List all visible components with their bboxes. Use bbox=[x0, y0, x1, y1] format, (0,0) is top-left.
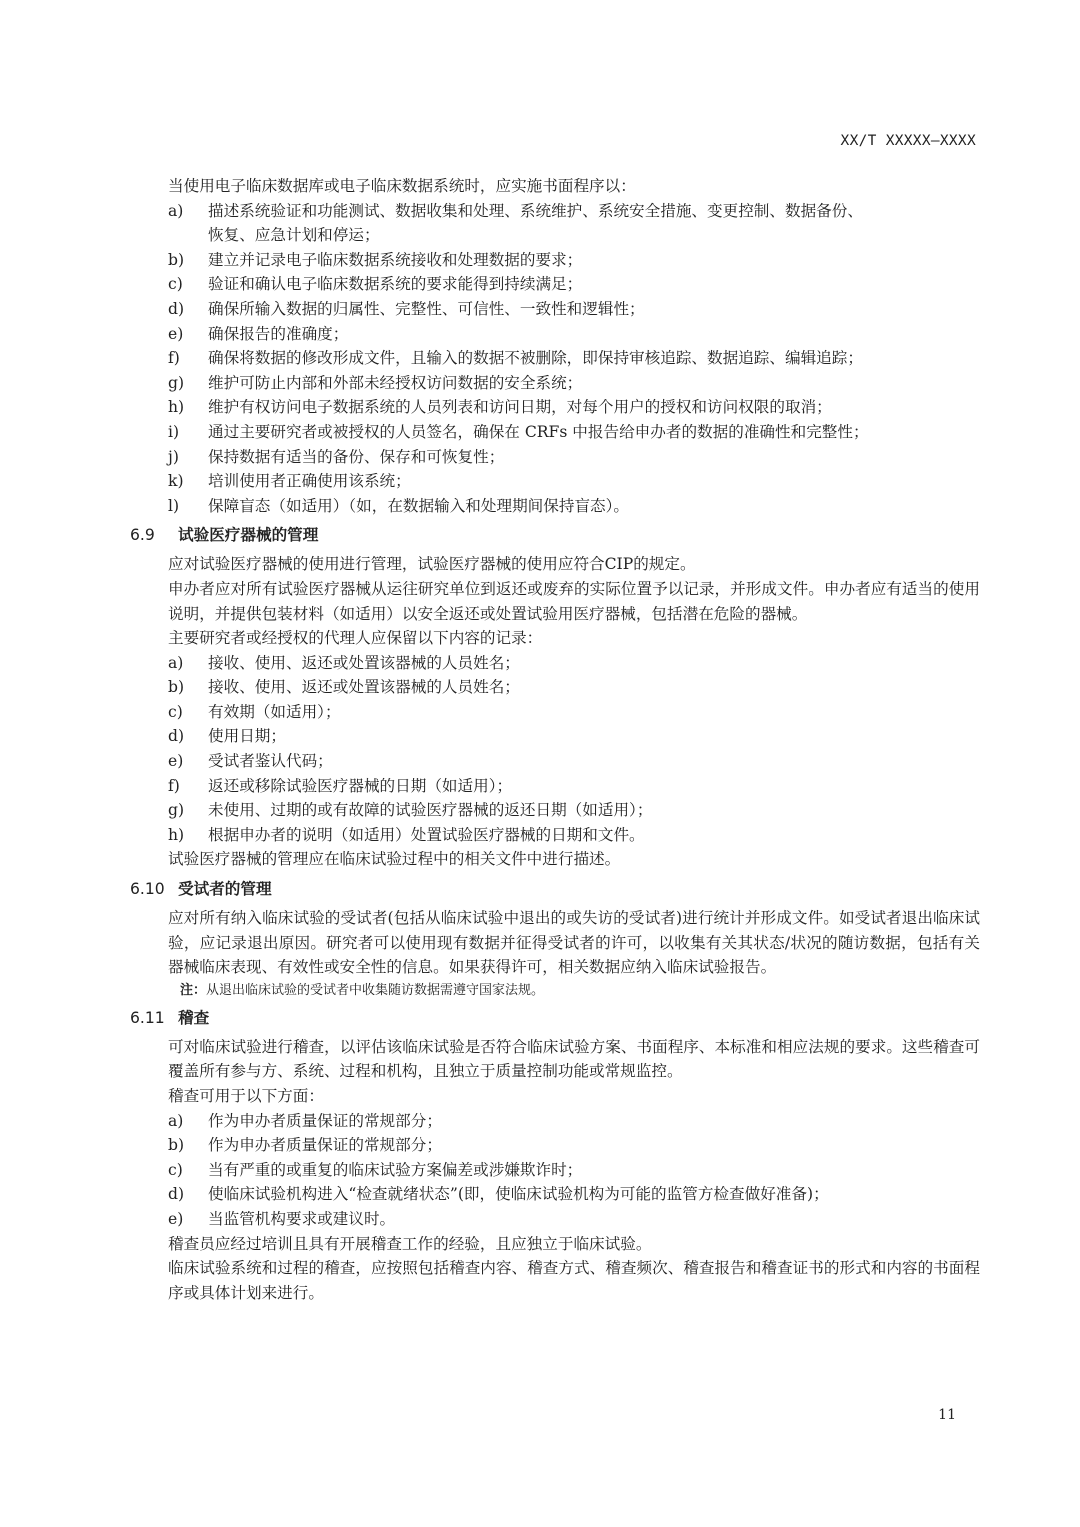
list-marker: h) bbox=[168, 398, 185, 417]
list-item-text: 保持数据有适当的备份、保存和可恢复性； bbox=[208, 447, 505, 466]
list-item bbox=[130, 774, 980, 799]
list-marker: f) bbox=[168, 349, 180, 368]
list-item bbox=[130, 469, 980, 494]
list-item-text: 返还或移除试验医疗器械的日期（如适用）； bbox=[208, 776, 513, 795]
list-item bbox=[130, 1158, 980, 1183]
list-item bbox=[130, 724, 980, 749]
list-item bbox=[130, 199, 980, 224]
list-marker: e) bbox=[168, 752, 184, 771]
list-item bbox=[130, 651, 980, 676]
list-marker: f) bbox=[168, 776, 180, 795]
list-item-text: 受试者鉴认代码； bbox=[208, 752, 333, 771]
paragraph: 主要研究者或经授权的代理人应保留以下内容的记录： bbox=[168, 629, 543, 648]
list-item-text: 保障盲态（如适用）（如，在数据输入和处理期间保持盲态）。 bbox=[208, 496, 630, 515]
list-marker: g) bbox=[168, 373, 185, 392]
paragraph: 应对试验医疗器械的使用进行管理，试验医疗器械的使用应符合CIP的规定。 bbox=[168, 555, 696, 574]
list-item-text: 确保将数据的修改形成文件，且输入的数据不被删除，即保持审核追踪、数据追踪、编辑追踪； bbox=[208, 349, 863, 368]
intro-paragraph: 当使用电子临床数据库或电子临床数据系统时，应实施书面程序以： bbox=[168, 177, 636, 195]
paragraph: 申办者应对所有试验医疗器械从运往研究单位到返还或废弃的实际位置予以记录，并形成文件。申办者应有适当的使用说明，并提供包装材料（如适用）以安全返还或处置试验用医疗器械，包括潜在危险的器械。 bbox=[168, 579, 980, 623]
section-number: 6.10 bbox=[130, 880, 165, 899]
list-item-text: 有效期（如适用）； bbox=[208, 702, 341, 721]
section-heading-6-10 bbox=[130, 872, 980, 906]
section-number: 6.11 bbox=[130, 1008, 165, 1027]
paragraph: 试验医疗器械的管理应在临床试验过程中的相关文件中进行描述。 bbox=[168, 850, 621, 869]
list-marker: g) bbox=[168, 801, 185, 820]
list-item bbox=[130, 494, 980, 519]
page-number: 11 bbox=[938, 1407, 956, 1423]
list-item bbox=[130, 346, 980, 371]
list-item-text: 维护有权访问电子数据系统的人员列表和访问日期，对每个用户的授权和访问权限的取消； bbox=[208, 398, 832, 417]
list-marker: d) bbox=[168, 727, 185, 746]
note-label: 注： bbox=[180, 982, 207, 998]
list-marker: c) bbox=[168, 275, 183, 294]
list-marker: a) bbox=[168, 653, 184, 672]
list-item-text: 确保报告的准确度； bbox=[208, 324, 349, 343]
list-marker: a) bbox=[168, 1111, 184, 1130]
list-marker: j) bbox=[168, 447, 179, 466]
list-item bbox=[130, 1109, 980, 1134]
list-marker: i) bbox=[168, 422, 180, 441]
paragraph: 临床试验系统和过程的稽查，应按照包括稽查内容、稽查方式、稽查频次、稽查报告和稽查证书的形式和内容的书面程序或具体计划来进行。 bbox=[168, 1259, 980, 1302]
list-item-text: 建立并记录电子临床数据系统接收和处理数据的要求； bbox=[208, 250, 583, 269]
list-item bbox=[130, 1207, 980, 1232]
list-marker: c) bbox=[168, 1160, 183, 1179]
section-number: 6.9 bbox=[130, 526, 155, 545]
paragraph: 稽查员应经过培训且具有开展稽查工作的经验，且应独立于临床试验。 bbox=[168, 1234, 652, 1253]
list-item bbox=[130, 371, 980, 396]
section-title: 受试者的管理 bbox=[178, 880, 272, 899]
note bbox=[130, 980, 980, 1001]
list-marker: b) bbox=[168, 678, 185, 697]
list-item-text: 培训使用者正确使用该系统； bbox=[208, 472, 411, 491]
list-item-text: 当监管机构要求或建议时。 bbox=[208, 1209, 396, 1228]
list-marker: b) bbox=[168, 1136, 185, 1155]
list-item-text: 作为申办者质量保证的常规部分； bbox=[208, 1136, 442, 1155]
note-text: 从退出临床试验的受试者中收集随访数据需遵守国家法规。 bbox=[206, 982, 545, 998]
list-item bbox=[130, 322, 980, 347]
list-item-text: 根据申办者的说明（如适用）处置试验医疗器械的日期和文件。 bbox=[208, 825, 645, 844]
paragraph: 应对所有纳入临床试验的受试者(包括从临床试验中退出的或失访的受试者)进行统计并形成文件。如受试者退出临床试验，应记录退出原因。研究者可以使用现有数据并征得受试者的许可，以收集有关其状态/状况的随访数据，包括有关器械临床表现、有效性或安全性的信息。如果获得许可，相关数据应纳入临床试验报告。 bbox=[168, 909, 980, 977]
list-item-text: 当有严重的或重复的临床试验方案偏差或涉嫌欺诈时； bbox=[208, 1160, 583, 1179]
list-item bbox=[130, 297, 980, 322]
list-item bbox=[130, 248, 980, 273]
paragraph: 可对临床试验进行稽查，以评估该临床试验是否符合临床试验方案、书面程序、本标准和相应法规的要求。这些稽查可覆盖所有参与方、系统、过程和机构，且独立于质量控制功能或常规监控。 bbox=[168, 1037, 980, 1081]
list-marker: e) bbox=[168, 1209, 184, 1228]
document-body bbox=[130, 174, 980, 1305]
list-marker: c) bbox=[168, 702, 183, 721]
list-item bbox=[130, 445, 980, 470]
list-item bbox=[130, 1182, 980, 1207]
list-item bbox=[130, 272, 980, 297]
list-marker: k) bbox=[168, 472, 184, 491]
list-item-text: 未使用、过期的或有故障的试验医疗器械的返还日期（如适用）； bbox=[208, 801, 653, 820]
list-item bbox=[130, 749, 980, 774]
list-marker: d) bbox=[168, 1185, 185, 1204]
list-item bbox=[130, 395, 980, 420]
list-marker: d) bbox=[168, 299, 185, 318]
paragraph: 稽查可用于以下方面： bbox=[168, 1087, 324, 1105]
list-item bbox=[130, 675, 980, 700]
list-marker: l) bbox=[168, 496, 180, 515]
device-record-list bbox=[130, 651, 980, 848]
section-heading-6-9 bbox=[130, 518, 980, 552]
list-marker: a) bbox=[168, 201, 184, 220]
list-item-text: 描述系统验证和功能测试、数据收集和处理、系统维护、系统安全措施、变更控制、数据备份、 bbox=[208, 201, 863, 220]
list-item-text: 接收、使用、返还或处置该器械的人员姓名； bbox=[208, 653, 520, 672]
section-title: 稽查 bbox=[178, 1008, 210, 1027]
list-item bbox=[130, 700, 980, 725]
list-item bbox=[130, 1133, 980, 1158]
section-title: 试验医疗器械的管理 bbox=[178, 526, 319, 545]
list-item-continuation: 恢复、应急计划和停运； bbox=[208, 226, 380, 245]
list-item bbox=[130, 420, 980, 445]
list-item-text: 使临床试验机构进入“检查就绪状态”(即，使临床试验机构为可能的监管方检查做好准备)； bbox=[208, 1185, 829, 1204]
list-item bbox=[130, 798, 980, 823]
list-marker: h) bbox=[168, 825, 185, 844]
audit-purpose-list bbox=[130, 1109, 980, 1232]
list-item-text: 使用日期； bbox=[208, 727, 286, 746]
document-code: XX/T XXXXX—XXXX bbox=[840, 133, 976, 149]
system-procedure-list bbox=[130, 199, 980, 519]
list-item-text: 接收、使用、返还或处置该器械的人员姓名； bbox=[208, 678, 520, 697]
list-item-text: 维护可防止内部和外部未经授权访问数据的安全系统； bbox=[208, 373, 583, 392]
list-item-text: 确保所输入数据的归属性、完整性、可信性、一致性和逻辑性； bbox=[208, 299, 645, 318]
list-marker: e) bbox=[168, 324, 184, 343]
list-item bbox=[130, 823, 980, 848]
list-item-text: 验证和确认电子临床数据系统的要求能得到持续满足； bbox=[208, 275, 583, 294]
list-item-text: 通过主要研究者或被授权的人员签名，确保在 CRFs 中报告给申办者的数据的准确性和完整性； bbox=[208, 422, 869, 441]
section-heading-6-11 bbox=[130, 1001, 980, 1035]
list-item-text: 作为申办者质量保证的常规部分； bbox=[208, 1111, 442, 1130]
list-marker: b) bbox=[168, 250, 185, 269]
